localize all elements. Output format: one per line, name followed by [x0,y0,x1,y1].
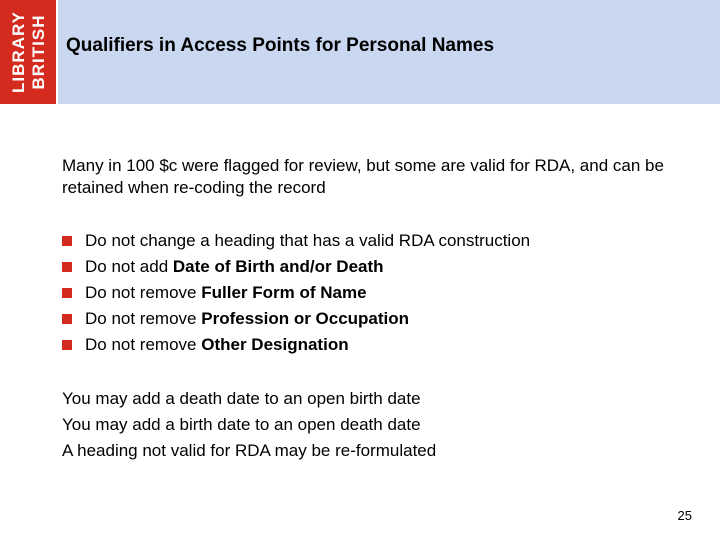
bullet-text: Do not remove [85,309,202,328]
square-bullet-icon [62,314,72,324]
square-bullet-icon [62,262,72,272]
bullet-list [62,230,530,360]
bullet-item [62,334,530,360]
svg-text:LIBRARY: LIBRARY [9,11,28,93]
page-number: 25 [677,508,692,523]
notes-block [62,388,702,466]
note-line: You may add a birth date to an open death date [62,415,421,434]
square-bullet-icon [62,236,72,246]
bullet-bold-text: Profession or Occupation [201,309,410,328]
note-line: A heading not valid for RDA may be re-formulated [62,441,437,460]
bullet-bold-text: Other Designation [201,335,349,354]
bullet-item [62,230,530,256]
note-line: You may add a death date to an open birth date [62,389,421,408]
square-bullet-icon [62,340,72,350]
intro-paragraph: Many in 100 $c were flagged for review, but some are valid for RDA, and can be retained when re-coding the record [62,156,664,197]
bullet-bold-text: Date of Birth and/or Death [172,257,384,276]
page-title: Qualifiers in Access Points for Personal Names [66,35,495,56]
bullet-text: Do not remove [85,283,202,302]
bullet-item [62,308,530,334]
square-bullet-icon [62,288,72,298]
bullet-bold-text: Fuller Form of Name [201,283,367,302]
bullet-text: Do not change a heading that has a valid RDA construction [85,231,531,250]
bullet-item [62,282,530,308]
bullet-text: Do not remove [85,335,202,354]
svg-text:BRITISH: BRITISH [29,14,48,90]
bullet-item [62,256,530,282]
logo-text-icon [0,0,56,104]
bullet-text: Do not add [85,257,173,276]
british-library-logo [0,0,56,104]
